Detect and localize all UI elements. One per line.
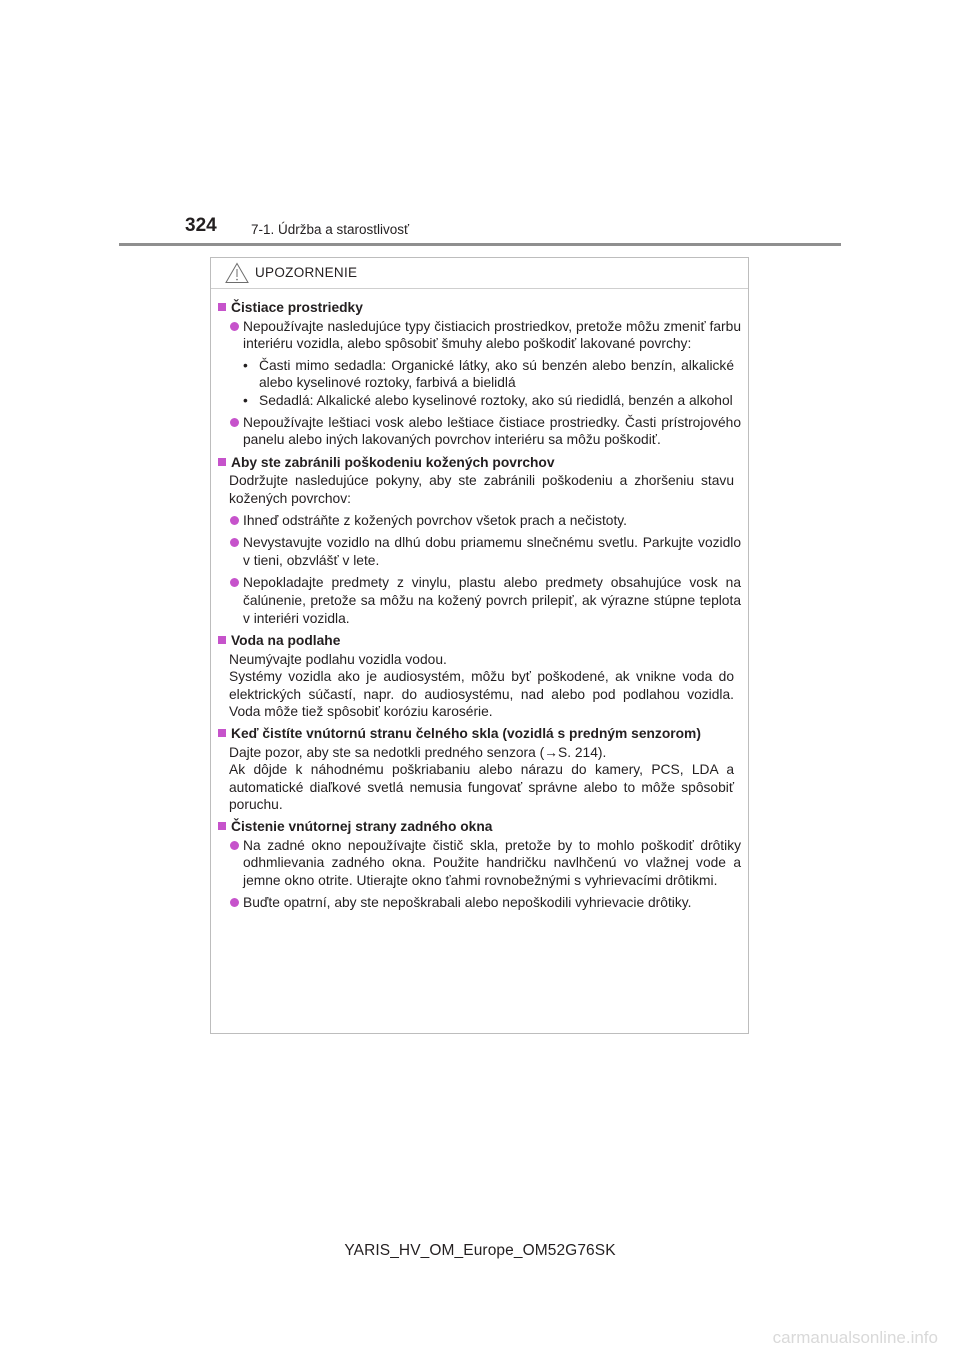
watermark: carmanualsonline.info [772, 1328, 938, 1347]
section-title: 7-1. Údržba a starostlivosť [251, 222, 410, 237]
bullet-item [217, 512, 742, 530]
warning-label: UPOZORNENIE [255, 265, 358, 280]
bullet-text: Nepokladajte predmety z vinylu, plastu alebo predmety obsahujúce vosk na čalúnenie, pretože sa môžu na kožený povrch prilepiť, ak výrazne stúpne teplota v interiéri vozidla. [243, 575, 741, 626]
section [217, 725, 742, 814]
section-heading [217, 725, 742, 743]
square-bullet-icon [218, 458, 226, 466]
paragraph: Neumývajte podlahu vozidla vodou. [229, 651, 447, 667]
round-bullet-icon [230, 418, 239, 427]
warning-box [210, 257, 749, 1034]
section-title: Čistiace prostriedky [231, 300, 363, 315]
bullet-text: Buďte opatrní, aby ste nepoškrabali alebo nepoškodili vyhrievacie drôtiky. [243, 895, 692, 911]
section-title: Čistenie vnútornej strany zadného okna [231, 819, 493, 835]
section-heading [217, 632, 742, 650]
warning-triangle-icon [225, 262, 249, 284]
bullet-item [217, 574, 742, 627]
round-bullet-icon [230, 841, 239, 850]
section [217, 818, 742, 912]
section [217, 454, 742, 627]
square-bullet-icon [218, 822, 226, 830]
round-bullet-icon [230, 578, 239, 587]
sub-bullet: • [243, 392, 248, 408]
sub-bullet: • [243, 357, 248, 373]
section [217, 632, 742, 721]
bullet-item [217, 837, 742, 890]
bullet-text: Nepoužívajte leštiaci vosk alebo leštiace čistiace prostriedky. Časti prístrojového panelu alebo iných lakovaných povrchov interiéru sa môžu poškodiť. [243, 414, 741, 448]
page-number: 324 [185, 215, 217, 236]
sub-item-text: Časti mimo sedadla: Organické látky, ako sú benzén alebo benzín, alkalické alebo kyselinové roztoky, farbivá a bielidlá [259, 357, 734, 391]
bullet-text: Ihneď odstráňte z kožených povrchov všetok prach a nečistoty. [243, 512, 628, 528]
paragraph: Ak dôjde k náhodnému poškriabaniu alebo nárazu do kamery, PCS, LDA a automatické diaľkové svetlá nemusia fungovať správne alebo to môže spôsobiť poruchu. [229, 762, 734, 813]
paragraph: Dajte pozor, aby ste sa nedotkli predného senzora (→S. 214). [229, 744, 607, 760]
warning-body [211, 289, 748, 912]
square-bullet-icon [218, 303, 226, 311]
round-bullet-icon [230, 898, 239, 907]
round-bullet-icon [230, 538, 239, 547]
bullet-text: Nevystavujte vozidlo na dlhú dobu priamemu slnečnému svetlu. Parkujte vozidlo v tieni, obzvlášť v lete. [243, 535, 741, 568]
sub-item-text: Sedadlá: Alkalické alebo kyselinové roztoky, ako sú riedidlá, benzén a alkohol [259, 392, 733, 408]
header-rule [119, 243, 841, 246]
bullet-item [217, 318, 742, 353]
paragraph: Systémy vozidla ako je audiosystém, môžu byť poškodené, ak vnikne voda do elektrických súčastí, napr. do audiosystému, nad alebo pod podlahou vozidla. Voda môže tiež spôsobiť koróziu karosérie. [229, 669, 734, 720]
bullet-text: Nepoužívajte nasledujúce typy čistiacich prostriedkov, pretože môžu zmeniť farbu interiéru vozidla, alebo spôsobiť šmuhy alebo poškodiť lakované povrchy: [243, 318, 741, 352]
warning-header [211, 258, 748, 289]
round-bullet-icon [230, 516, 239, 525]
bullet-item [217, 894, 742, 912]
square-bullet-icon [218, 729, 226, 737]
footer-doc-id: YARIS_HV_OM_Europe_OM52G76SK [344, 1242, 616, 1259]
bullet-item [217, 534, 742, 569]
section [217, 299, 742, 449]
paragraph: Dodržujte nasledujúce pokyny, aby ste zabránili poškodeniu a zhoršeniu stavu kožených povrchov: [229, 473, 734, 506]
section-heading [217, 818, 742, 836]
section-title: Aby ste zabránili poškodeniu kožených povrchov [231, 454, 555, 470]
section-heading [217, 299, 742, 317]
sub-item [243, 357, 742, 392]
section-heading [217, 454, 742, 472]
sub-item [243, 392, 742, 410]
bullet-text: Na zadné okno nepoužívajte čistič skla, pretože by to mohlo poškodiť drôtiky odhmlievania zadného okna. Použite handričku navlhčenú vo vlažnej vode a jemne okno otrite. Utierajte okno ťahmi rovnobežnými s vyhrievacími drôtikmi. [243, 837, 741, 888]
section-title: Keď čistíte vnútornú stranu čelného skla (vozidlá s predným senzorom) [231, 726, 701, 742]
section-title: Voda na podlahe [231, 633, 341, 649]
square-bullet-icon [218, 636, 226, 644]
round-bullet-icon [230, 322, 239, 331]
bullet-item [217, 414, 742, 449]
